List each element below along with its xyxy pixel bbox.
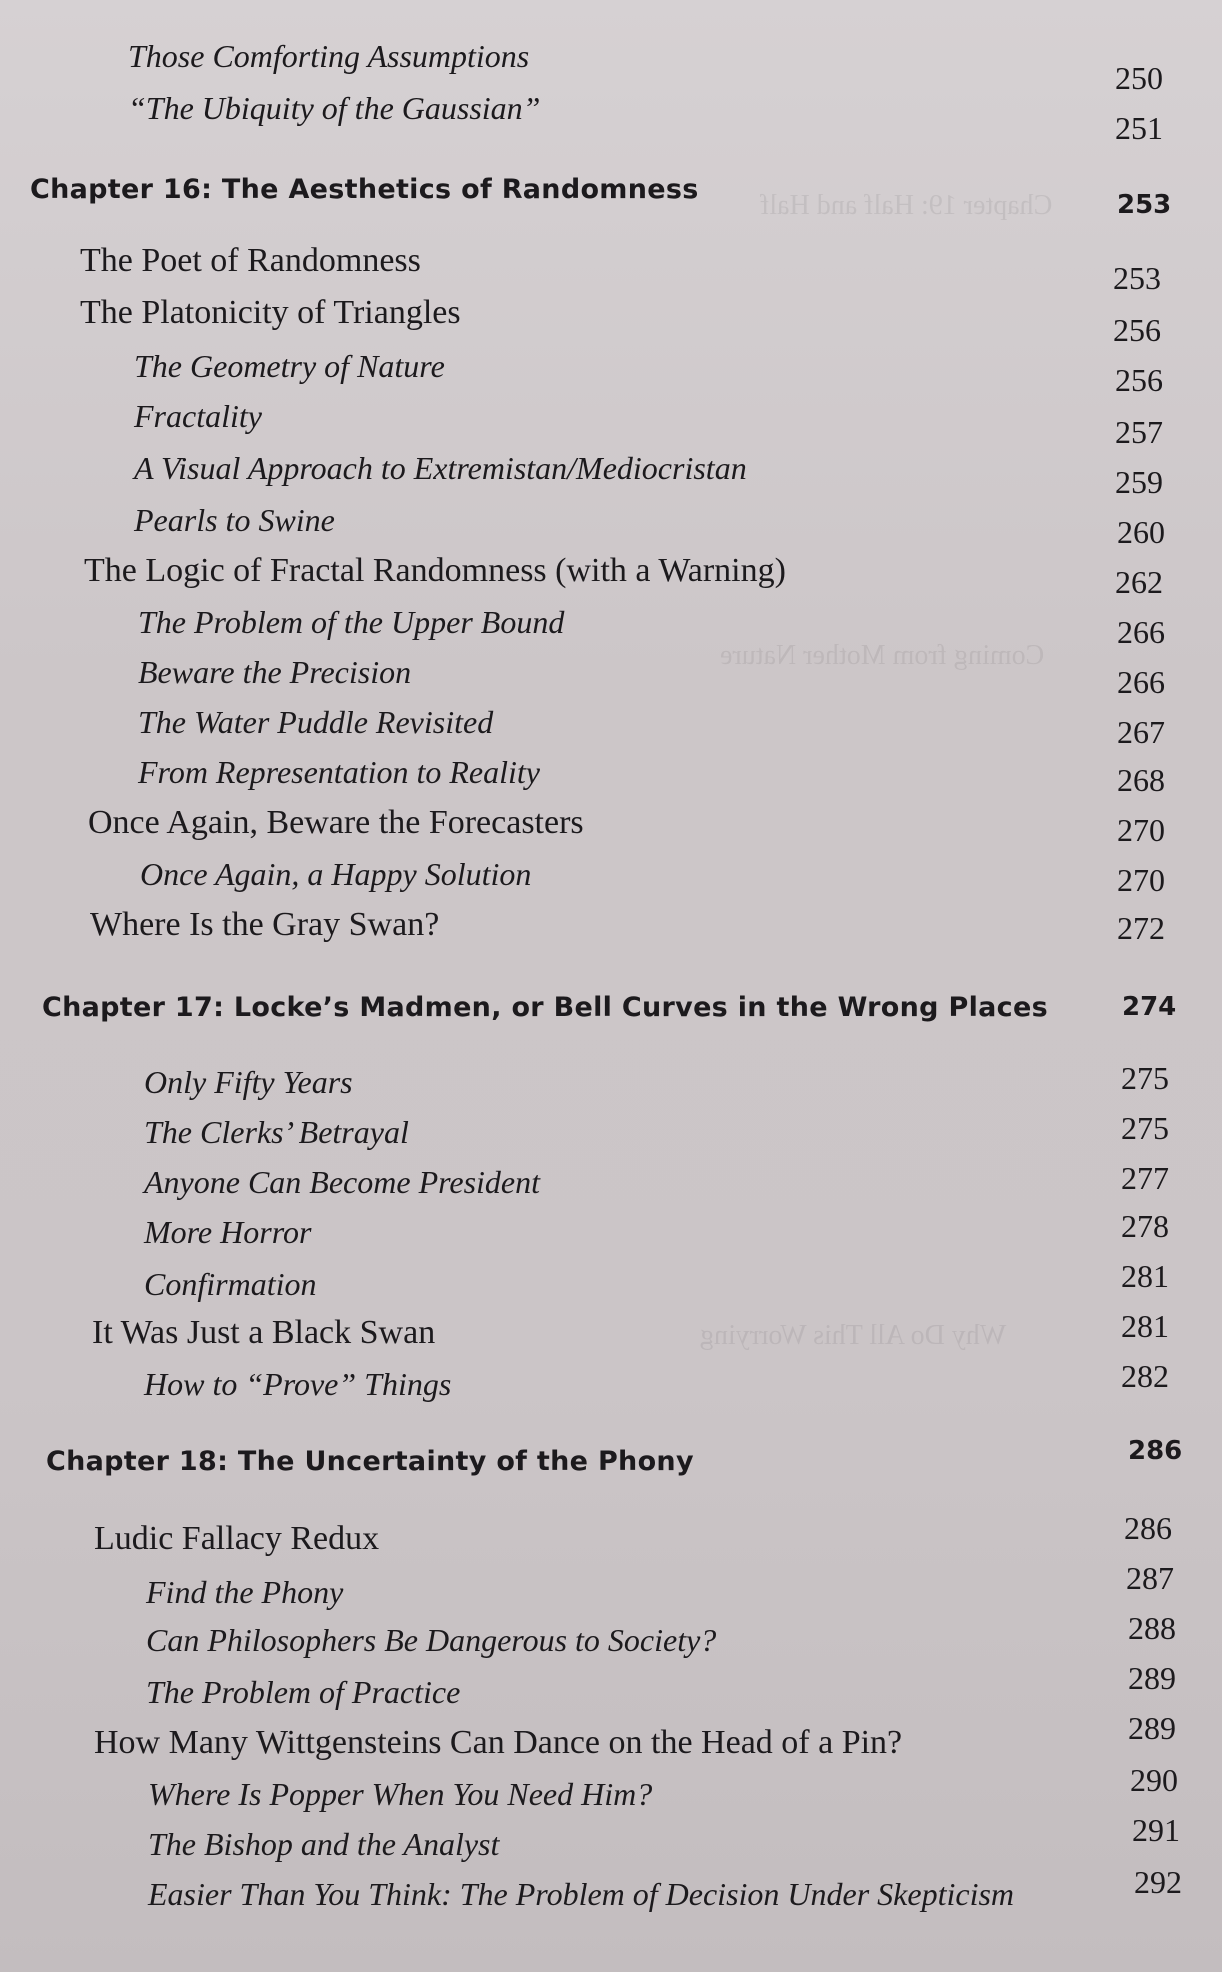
entry-page-number: 282 bbox=[1121, 1358, 1169, 1394]
entry-page-number: 270 bbox=[1117, 862, 1165, 898]
entry-title: Where Is Popper When You Need Him? bbox=[148, 1776, 653, 1812]
toc-entry-subsection bbox=[0, 1060, 1222, 1110]
toc-chapter-heading bbox=[0, 986, 1222, 1036]
toc-entry-subsection bbox=[0, 34, 1222, 96]
toc-entry-subsection bbox=[0, 602, 1222, 652]
entry-page-number: 292 bbox=[1134, 1864, 1182, 1900]
entry-page-number: 289 bbox=[1128, 1710, 1176, 1746]
toc-entry-subsection bbox=[0, 1210, 1222, 1260]
entry-page-number: 272 bbox=[1117, 910, 1165, 946]
toc-chapter-heading bbox=[0, 170, 1222, 220]
entry-page-number: 270 bbox=[1117, 812, 1165, 848]
show-through-text: Coming from Mother Nature bbox=[720, 640, 1045, 671]
entry-title: Pearls to Swine bbox=[134, 502, 335, 538]
entry-title: The Logic of Fractal Randomness (with a Warning) bbox=[84, 552, 786, 589]
entry-title: The Problem of the Upper Bound bbox=[138, 604, 565, 640]
toc-entry-section bbox=[0, 1710, 1222, 1774]
toc-chapter-heading bbox=[0, 1436, 1222, 1496]
toc-entry-section bbox=[0, 240, 1222, 296]
entry-title: The Clerks’ Betrayal bbox=[144, 1114, 409, 1150]
entry-page-number: 256 bbox=[1113, 312, 1161, 348]
entry-page-number: 260 bbox=[1117, 514, 1165, 550]
toc-entry-subsection bbox=[0, 1812, 1222, 1878]
entry-title: Fractality bbox=[134, 398, 262, 434]
entry-page-number: 257 bbox=[1115, 414, 1163, 450]
entry-title: Those Comforting Assumptions bbox=[128, 38, 530, 74]
toc-entry-subsection bbox=[0, 1864, 1222, 1930]
entry-title: Can Philosophers Be Dangerous to Society? bbox=[146, 1622, 717, 1658]
chapter-title: Chapter 18: The Uncertainty of the Phony bbox=[46, 1446, 694, 1477]
toc-entry-subsection bbox=[0, 1762, 1222, 1826]
toc-entry-subsection bbox=[0, 1110, 1222, 1160]
entry-page-number: 267 bbox=[1117, 714, 1165, 750]
toc-entry-subsection bbox=[0, 1660, 1222, 1722]
toc-entry-subsection bbox=[0, 754, 1222, 804]
toc-entry-subsection bbox=[0, 1358, 1222, 1412]
entry-page-number: 251 bbox=[1115, 110, 1163, 146]
entry-page-number: 289 bbox=[1128, 1660, 1176, 1696]
toc-entry-subsection bbox=[0, 396, 1222, 450]
entry-page-number: 250 bbox=[1115, 60, 1163, 96]
entry-title: The Water Puddle Revisited bbox=[138, 704, 494, 740]
entry-page-number: 281 bbox=[1121, 1308, 1169, 1344]
chapter-title: Chapter 17: Locke’s Madmen, or Bell Curves in the Wrong Places bbox=[42, 992, 1048, 1023]
toc-entry-section bbox=[0, 292, 1222, 348]
entry-page-number: 287 bbox=[1126, 1560, 1174, 1596]
toc-entry-subsection bbox=[0, 856, 1222, 906]
entry-title: The Poet of Randomness bbox=[80, 242, 421, 279]
entry-page-number: 268 bbox=[1117, 762, 1165, 798]
entry-page-number: 275 bbox=[1121, 1110, 1169, 1146]
entry-title: A Visual Approach to Extremistan/Mediocristan bbox=[134, 450, 747, 486]
entry-page-number: 259 bbox=[1115, 464, 1163, 500]
entry-title: From Representation to Reality bbox=[138, 754, 540, 790]
entry-page-number: 275 bbox=[1121, 1060, 1169, 1096]
toc-entry-subsection bbox=[0, 1160, 1222, 1210]
chapter-page-number: 274 bbox=[1122, 992, 1177, 1022]
entry-title: Where Is the Gray Swan? bbox=[90, 906, 440, 943]
toc-entry-subsection bbox=[0, 704, 1222, 754]
entry-title: How Many Wittgensteins Can Dance on the Head of a Pin? bbox=[94, 1724, 903, 1761]
entry-page-number: 262 bbox=[1115, 564, 1163, 600]
entry-page-number: 286 bbox=[1124, 1510, 1172, 1546]
toc-entry-subsection bbox=[0, 1260, 1222, 1310]
toc-entry-subsection bbox=[0, 84, 1222, 146]
entry-title: The Geometry of Nature bbox=[134, 348, 445, 384]
entry-page-number: 253 bbox=[1113, 260, 1161, 296]
entry-page-number: 256 bbox=[1115, 362, 1163, 398]
entry-page-number: 281 bbox=[1121, 1258, 1169, 1294]
entry-title: Easier Than You Think: The Problem of Decision Under Skepticism bbox=[148, 1876, 1015, 1912]
entry-title: Beware the Precision bbox=[138, 654, 412, 690]
toc-entry-section bbox=[0, 806, 1222, 856]
entry-page-number: 290 bbox=[1130, 1762, 1178, 1798]
entry-title: The Bishop and the Analyst bbox=[148, 1826, 500, 1862]
entry-title: It Was Just a Black Swan bbox=[92, 1314, 436, 1351]
toc-entry-subsection bbox=[0, 1560, 1222, 1620]
toc-entry-subsection bbox=[0, 448, 1222, 498]
entry-title: How to “Prove” Things bbox=[144, 1366, 452, 1402]
toc-entry-subsection bbox=[0, 1610, 1222, 1670]
toc-entry-section bbox=[0, 1308, 1222, 1362]
toc-entry-section bbox=[0, 1510, 1222, 1568]
chapter-title: Chapter 16: The Aesthetics of Randomness bbox=[30, 174, 699, 205]
entry-title: Once Again, a Happy Solution bbox=[140, 856, 532, 892]
toc-entry-subsection bbox=[0, 344, 1222, 398]
entry-title: “The Ubiquity of the Gaussian” bbox=[128, 90, 541, 126]
toc-entry-subsection bbox=[0, 654, 1222, 704]
show-through-text: Chapter 19: Half and Half bbox=[760, 190, 1053, 221]
entry-title: Ludic Fallacy Redux bbox=[94, 1520, 380, 1557]
entry-page-number: 277 bbox=[1121, 1160, 1169, 1196]
entry-title: Find the Phony bbox=[146, 1574, 344, 1610]
toc-entry-section bbox=[0, 550, 1222, 600]
entry-page-number: 266 bbox=[1117, 664, 1165, 700]
entry-page-number: 278 bbox=[1121, 1208, 1169, 1244]
entry-title: Confirmation bbox=[144, 1266, 317, 1302]
entry-title: The Problem of Practice bbox=[146, 1674, 461, 1710]
entry-page-number: 291 bbox=[1132, 1812, 1180, 1848]
entry-page-number: 288 bbox=[1128, 1610, 1176, 1646]
toc-entry-section bbox=[0, 906, 1222, 956]
chapter-page-number: 286 bbox=[1128, 1436, 1183, 1466]
entry-title: Anyone Can Become President bbox=[144, 1164, 541, 1200]
entry-title: The Platonicity of Triangles bbox=[80, 294, 461, 331]
entry-page-number: 266 bbox=[1117, 614, 1165, 650]
entry-title: Only Fifty Years bbox=[144, 1064, 353, 1100]
entry-title: Once Again, Beware the Forecasters bbox=[88, 804, 584, 841]
toc-entry-subsection bbox=[0, 498, 1222, 548]
chapter-page-number: 253 bbox=[1117, 190, 1172, 220]
show-through-text: Why Do All This Worrying bbox=[700, 1320, 1007, 1351]
entry-title: More Horror bbox=[144, 1214, 312, 1250]
